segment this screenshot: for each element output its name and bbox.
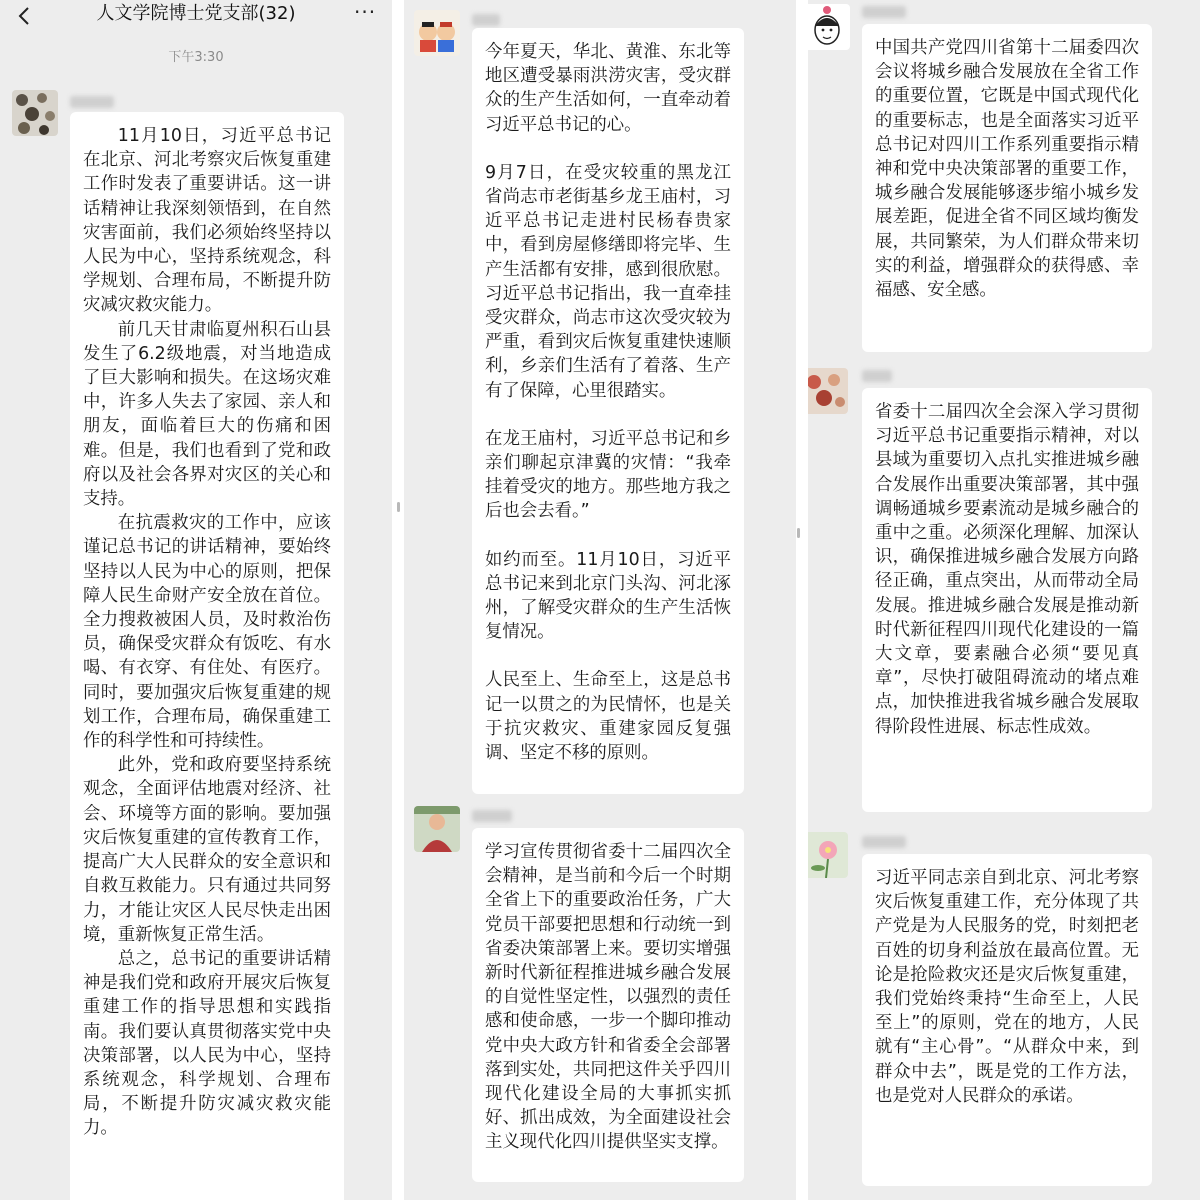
scrollbar[interactable] (797, 528, 800, 538)
chat-header (0, 0, 392, 34)
blurred-avatar-image[interactable] (808, 368, 848, 414)
message-paragraph: 人民至上、生命至上，这是总书记一以贯之的为民情怀，也是关于抗灾救灾、重建家园反复强调、坚定不移的原则。 (485, 670, 731, 764)
sender-name-blurred (862, 836, 906, 848)
cartoon-avatar-image[interactable] (414, 10, 460, 56)
message-timestamp: 下午3:30 (168, 50, 224, 65)
message-bubble[interactable] (862, 388, 1152, 812)
chat-column-3 (808, 0, 1200, 1200)
message-bubble[interactable] (862, 24, 1152, 352)
message-bubble[interactable] (472, 828, 744, 1182)
chat-column-1 (0, 0, 392, 1200)
message-paragraph: 9月7日，在受灾较重的黑龙江省尚志市老街基乡龙王庙村，习近平总书记走进村民杨春贵家中，看到房屋修缮即将完毕、生产生活都有安排，感到很欣慰。习近平总书记指出，我一直牵挂受灾群众，尚志市这次受灾较为严重，看到灾后恢复重建快速顺利，乡亲们生活有了着落、生产有了保障，心里很踏实。 (485, 162, 731, 401)
sender-name-blurred (862, 6, 906, 18)
blurred-avatar-image[interactable] (12, 90, 58, 136)
more-dots-icon[interactable]: ··· (354, 0, 377, 24)
sender-name-blurred (472, 810, 512, 822)
message-paragraph: 省委十二届四次全会深入学习贯彻习近平总书记重要指示精神，对以县域为重要切入点扎实推进城乡融合发展作出重要决策部署，其中强调畅通城乡要素流动是城乡融合的重中之重。必须深化理解、加深认识，确保推进城乡融合发展方向路径正确，重点突出，从而带动全局发展。推进城乡融合发展是推动新时代新征程四川现代化建设的一篇大文章，要素融合必须“要见真章”，尽快打破阻碍流动的堵点难点，加快推进我省城乡融合发展取得阶段性进展、标志性成效。 (875, 402, 1139, 737)
message-paragraph: 如约而至。11月10日，习近平总书记来到北京门头沟、河北涿州，了解受灾群众的生产生活恢复情况。 (485, 549, 731, 643)
sender-name-blurred (70, 96, 114, 108)
message-bubble[interactable] (70, 112, 344, 1200)
cartoon-girl-avatar-image[interactable] (808, 4, 850, 50)
scrollbar[interactable] (397, 502, 400, 512)
sender-name-blurred (862, 370, 892, 382)
message-paragraph: 学习宣传贯彻省委十二届四次全会精神，是当前和今后一个时期全省上下的重要政治任务，广大党员干部要把思想和行动统一到省委决策部署上来。要切实增强新时代新征程推进城乡融合发展的自觉性坚定性，以强烈的责任感和使命感，一步一个脚印推动党中央大政方针和省委全会部署落到实处，共同把这件关乎四川现代化建设全局的大事抓实抓好、抓出成效，为全面建设社会主义现代化四川提供坚实支撑。 (485, 842, 731, 1153)
portrait-avatar-image[interactable] (414, 806, 460, 852)
message-paragraph: 总之，总书记的重要讲话精神是我们党和政府开展灾后恢复重建工作的指导思想和实践指南。我们要认真贯彻落实党中央决策部署，以人民为中心，坚持系统观念，科学规划、合理布局，不断提升防灾减灾救灾能力。 (83, 948, 331, 1139)
flower-avatar-image[interactable] (808, 832, 848, 878)
message-paragraph: 此外，党和政府要坚持系统观念，全面评估地震对经济、社会、环境等方面的影响。要加强灾后恢复重建的宣传教育工作，提高广大人民群众的安全意识和自救互救能力。只有通过共同努力，才能让灾区人民尽快走出困境，重新恢复正常生活。 (83, 755, 331, 945)
message-paragraph: 在抗震救灾的工作中，应该谨记总书记的讲话精神，要始终坚持以人民为中心的原则，把保障人民生命财产安全放在首位。全力搜救被困人员，及时救治伤员，确保受灾群众有饭吃、有水喝、有衣穿、有住处、有医疗。同时，要加强灾后恢复重建的规划工作，合理布局，确保重建工作的科学性和可持续性。 (83, 513, 331, 752)
message-paragraph: 中国共产党四川省第十二届委四次会议将城乡融合发展放在全省工作的重要位置，它既是中国式现代化的重要标志，也是全面落实习近平总书记对四川工作系列重要指示精神和党中央决策部署的重要工作，城乡融合发展能够逐步缩小城乡发展差距，促进全省不同区域均衡发展，共同繁荣，为人们群众带来切实的利益，增强群众的获得感、幸福感、安全感。 (875, 38, 1139, 301)
sender-name-blurred (472, 14, 500, 26)
chat-title: 人文学院博士党支部(32) (96, 3, 296, 24)
message-paragraph: 今年夏天，华北、黄淮、东北等地区遭受暴雨洪涝灾害，受灾群众的生产生活如何，一直牵动着习近平总书记的心。 (485, 42, 731, 135)
message-paragraph: 习近平同志亲自到北京、河北考察灾后恢复重建工作，充分体现了共产党是为人民服务的党，时刻把老百姓的切身利益放在最高位置。无论是抢险救灾还是灾后恢复重建，我们党始终秉持“生命至上，人民至上”的原则，党在的地方，人民就有“主心骨”。“从群众中来，到群众中去”，既是党的工作方法，也是党对人民群众的承诺。 (875, 868, 1139, 1106)
message-paragraph: 11月10日，习近平总书记在北京、河北考察灾后恢复重建工作时发表了重要讲话。这一讲话精神让我深刻领悟到，在自然灾害面前，我们必须始终坚持以人民为中心，坚持系统观念，科学规划、合理布局，不断提升防灾减灾救灾能力。 (83, 126, 331, 316)
chevron-left-icon[interactable] (14, 5, 36, 27)
message-paragraph: 前几天甘肃临夏州积石山县发生了6.2级地震，对当地造成了巨大影响和损失。在这场灾难中，许多人失去了家园、亲人和朋友，面临着巨大的伤痛和困难。但是，我们也看到了党和政府以及社会各界对灾区的关心和支持。 (83, 319, 331, 510)
chat-column-2 (404, 0, 796, 1200)
message-bubble[interactable] (472, 28, 744, 794)
message-bubble[interactable] (862, 854, 1152, 1186)
message-paragraph: 在龙王庙村，习近平总书记和乡亲们聊起京津冀的灾情：“我牵挂着受灾的地方。那些地方我之后也会去看。” (485, 428, 731, 522)
